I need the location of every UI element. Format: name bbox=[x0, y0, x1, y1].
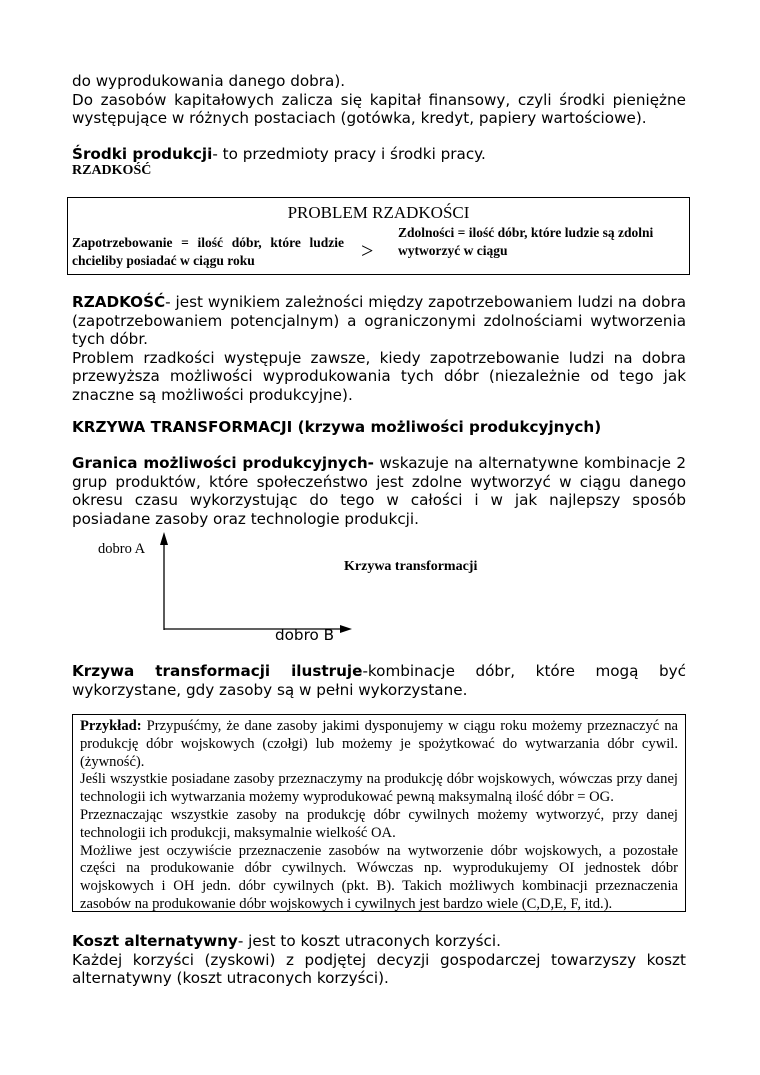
srodki-text: - to przedmioty pracy i środki pracy. bbox=[212, 145, 486, 163]
y-axis-arrow bbox=[160, 532, 168, 545]
y-axis-label: dobro A bbox=[98, 541, 146, 557]
x-axis-label: dobro B bbox=[275, 626, 335, 644]
krzywa-ilustruje-paragraph bbox=[72, 662, 686, 699]
curve-label: Krzywa transformacji bbox=[344, 559, 478, 574]
problem-capacity: Zdolności = ilość dóbr, które ludzie są zdolni wytworzyć w ciągu bbox=[398, 225, 654, 258]
x-axis-arrow bbox=[340, 625, 352, 633]
rzadkosc-text: - jest wynikiem zależności między zapotrzebowaniem ludzi na dobra (zapotrzebowaniem potencjalnym) a ograniczonymi zdolnościami wytworzenia tych dóbr. bbox=[72, 293, 686, 348]
rzadkosc-paragraph bbox=[72, 293, 686, 404]
example-p1: Przykład: Przypuśćmy, że dane zasoby jakimi dysponujemy w ciągu roku możemy przeznaczyć na produkcję dóbr wojskowych (czołgi) lub możemy je spożytkować do wytwarzania dóbr cywil. (żywność). bbox=[80, 718, 678, 770]
capital-text: Do zasobów kapitałowych zalicza się kapitał finansowy, czyli środki pieniężne występujące w różnych postaciach (gotówka, kredyt, papiery wartościowe). bbox=[72, 90, 686, 127]
koszt-text: - jest to koszt utraconych korzyści. bbox=[237, 932, 501, 950]
example-p3: Przeznaczając wszystkie zasoby na produkcję dóbr cywilnych możemy wytworzyć, przy danej technologii ich produkcji, maksymalnie wielkość OA. bbox=[80, 806, 678, 841]
example-p4: Możliwe jest oczywiście przeznaczenie zasobów na wytworzenie dóbr wojskowych, a pozostałe części na produkowanie dóbr cywilnych. Wówczas np. wyprodukujemy OI jednostek dóbr wojskowych i OH jedn. dóbr cywilnych (pkt. B). Takich możliwych kombinacji przeznaczenia zasobów na produkowanie dóbr wojskowych i cywilnych jest bardzo wiele (C,D,E, F, itd.). bbox=[80, 842, 678, 912]
example-label: Przykład: bbox=[80, 718, 142, 734]
rzadkosc-heading: RZADKOŚĆ bbox=[72, 163, 152, 178]
capital-paragraph bbox=[72, 72, 686, 128]
granica-paragraph bbox=[72, 454, 686, 528]
krzywa-ilustruje-text: -kombinacje dóbr, które mogą być wykorzystane, gdy zasoby są w pełni wykorzystane. bbox=[72, 662, 686, 699]
rzadkosc-term: RZADKOŚĆ bbox=[72, 293, 166, 311]
krzywa-heading: KRZYWA TRANSFORMACJI (krzywa możliwości produkcyjnych) bbox=[72, 418, 602, 436]
krzywa-ilustruje-term: Krzywa transformacji ilustruje bbox=[72, 662, 363, 680]
koszt-text-2: Każdej korzyści (zyskowi) z podjętej decyzji gospodarczej towarzyszy koszt alternatywny (koszt utraconych korzyści). bbox=[72, 950, 686, 987]
srodki-paragraph bbox=[72, 145, 686, 164]
koszt-term: Koszt alternatywny bbox=[72, 932, 238, 950]
granica-term: Granica możliwości produkcyjnych- bbox=[72, 454, 374, 472]
problem-title: PROBLEM RZADKOŚCI bbox=[287, 203, 470, 222]
greater-than-sign: > bbox=[361, 238, 374, 263]
example-p2: Jeśli wszystkie posiadane zasoby przeznaczymy na produkcję dóbr wojskowych, wówczas przy danej technologii ich wytwarzania możemy wyprodukować pewną maksymalną ilość dóbr = OG. bbox=[80, 771, 678, 806]
rzadkosc-text-2: Problem rzadkości występuje zawsze, kiedy zapotrzebowanie ludzi na dobra przewyższa możliwości wyprodukowania tych dóbr (niezależnie od tego jak znaczne są możliwości produkcyjne). bbox=[72, 348, 686, 404]
srodki-term: Środki produkcji bbox=[72, 145, 213, 163]
koszt-paragraph bbox=[72, 932, 686, 988]
capital-line-1: do wyprodukowania danego dobra). bbox=[72, 72, 346, 90]
problem-demand: Zapotrzebowanie = ilość dóbr, które ludzie chcieliby posiadać w ciągu roku bbox=[72, 235, 344, 268]
problem-box bbox=[67, 197, 690, 275]
granica-text: wskazuje na alternatywne kombinacje 2 grup produktów, które społeczeństwo jest zdolne wytworzyć w ciągu danego okresu czasu wykorzystując do tego w całości i w jak najlepszy sposób posiadane zasoby oraz technologie produkcji. bbox=[72, 454, 686, 528]
example-box bbox=[72, 714, 686, 912]
